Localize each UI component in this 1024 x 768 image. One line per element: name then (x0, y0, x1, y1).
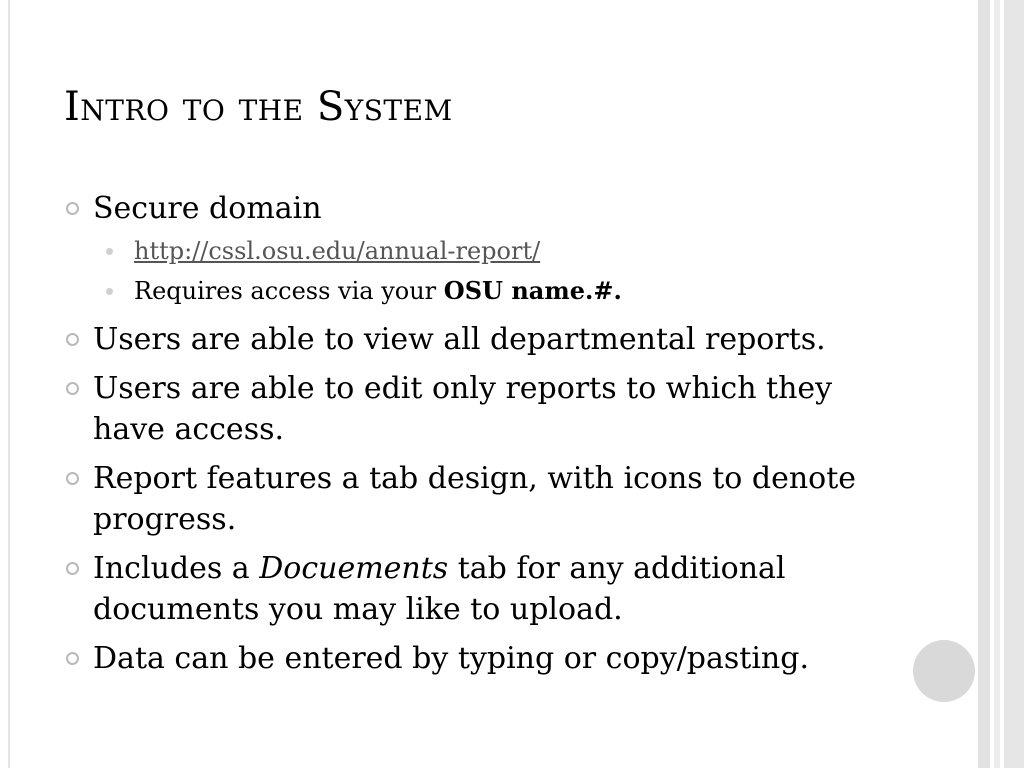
bullet-circle-icon (66, 333, 79, 346)
sub-bullet-list (93, 231, 894, 311)
slide-left-border (8, 0, 10, 768)
bullet-circle-icon (66, 382, 79, 395)
bullet-item (64, 458, 894, 540)
slide-right-bar (994, 0, 1000, 768)
bullet-circle-icon (66, 652, 79, 665)
bullet-text-italic: Docuements (259, 551, 449, 586)
bullet-list (64, 188, 894, 687)
bullet-item (64, 548, 894, 630)
decorative-circle (913, 640, 975, 702)
slide-right-bar (978, 0, 990, 768)
bullet-text-prefix: Includes a (93, 551, 260, 586)
sub-bullet-bold: OSU name.#. (443, 276, 622, 305)
sub-bullet-text: Requires access via your (134, 277, 444, 305)
sub-bullet-item (64, 271, 894, 311)
bullet-text: Secure domain (93, 191, 322, 226)
bullet-circle-icon (66, 562, 79, 575)
bullet-item (64, 638, 894, 679)
bullet-item (64, 319, 894, 360)
bullet-dot-icon (106, 288, 113, 295)
report-url-link[interactable]: http://cssl.osu.edu/annual-report/ (134, 237, 541, 265)
bullet-text: Users are able to edit only reports to which they have access. (93, 371, 833, 447)
bullet-text-suffix: tab for any additional documents you may like to upload. (93, 551, 786, 627)
sub-bullet-item (64, 231, 894, 271)
bullet-text: Report features a tab design, with icons to denote progress. (93, 461, 857, 537)
bullet-text: Data can be entered by typing or copy/pasting. (93, 641, 809, 676)
slide-right-bar (1004, 0, 1024, 768)
bullet-item (64, 188, 894, 311)
bullet-item (64, 368, 894, 450)
bullet-circle-icon (66, 472, 79, 485)
slide-title: Intro to the System (64, 84, 453, 130)
bullet-dot-icon (106, 248, 113, 255)
bullet-text: Users are able to view all departmental reports. (93, 322, 826, 357)
bullet-circle-icon (66, 202, 79, 215)
